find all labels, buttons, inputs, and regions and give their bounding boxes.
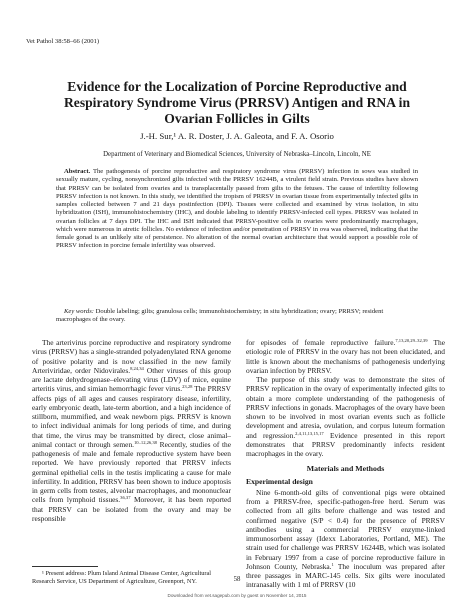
download-notice: Downloaded from vet.sagepub.com by guest on November 14, 2015 [167, 593, 307, 598]
footnote: ¹ Present address: Plum Island Animal Disease Center, Agricultural Research Service, US Department of Agriculture, Greenport, NY. [32, 570, 211, 585]
section-heading: Materials and Methods [306, 464, 385, 474]
body-column-right [246, 338, 445, 590]
subsection-heading: Experimental design [246, 476, 313, 486]
author-list: J.-H. Sur,¹ A. R. Doster, J. A. Galeota, and F. A. Osorio [140, 131, 334, 141]
article-title: Evidence for the Localization of Porcine Reproductive and Respiratory Syndrome Virus (PRRSV) Antigen and RNA in Ovarian Follicles in Gilts [63, 79, 411, 126]
intro-paragraph-2: The purpose of this study was to demonstrate the sites of PRRSV replication in the ovary of experimentally infected gilts to obtain a more complete understanding of the pathogenesis of PRRSV infections in gonads. Macrophages of the ovary have been shown to be involved in most ovarian events such as follicle development and atresia, ovulation, and corpus luteum formation and regression.$^{2,4,11,13,15,17}$ Evidence presented in this report demonstrates that PRRSV predominantly infects resident macrophages in the ovary. [246, 375, 445, 458]
keywords-text: Double labeling; gilts; granulosa cells; immunohistochemistry; in situ hybridization; ovary; PRRSV; resident macrophages of the ovary. [56, 308, 384, 324]
body-column-left [32, 338, 231, 523]
methods-paragraph-1: Nine 6-month-old gilts of conventional pigs were obtained from a PRRSV-free, specific-pathogen-free herd. Serum was collected from all gilts before challenge and was tested and confirmed negative (S/P < 0.4) for the presence of PRRSV antibodies using a commercial PRRSV enzyme-linked immunosorbent assay (Idexx Laboratories, Portland, ME). The strain used for challenge was PRRSV 16244B, which was isolated in February 1997 from a case of porcine reproductive failure in Johnson County, Nebraska.$^1$ The inoculum was prepared after three passages in MARC-145 cells. Six gilts were inoculated intranasally with 1 ml of PRRSV (10 [246, 487, 445, 590]
keywords [56, 308, 418, 325]
intro-paragraph-1-continued: for episodes of female reproductive failure.$^{7,13,20,29-32,39}$ The etiologic role of PRRSV in the ovary has not been elucidated, and little is known about the mechanisms of pathogenesis underlying ovarian infection by PRRSV. [246, 338, 445, 375]
footnote-divider [32, 566, 98, 567]
abstract-text: The pathogenesis of porcine reproductive and respiratory syndrome virus (PRRSV) infection in sows was studied in sexually mature, cycling, nonsynchronized gilts infected with the PRRSV 16244B, a virulent field strain. Previous studies have shown that PRRSV can be isolated from ovaries and is transplacentally passed from gilts to the fetuses. The cause of infertility following PRRSV infection is not known. In this study, we identified the tropism of PRRSV in ovarian tissue from experimentally infected gilts in samples collected between 7 and 21 days postinfection (DPI). Tissues were collected and examined by virus isolation, in situ hybridization (ISH), immunohistochemistry (IHC), and double labeling to identify PRRSV-infected cell types. PRRSV was isolated in ovarian follicles at 7 days DPI. The IHC and ISH indicated that PRRSV-positive cells in ovaries were predominantly macrophages, which were numerous in atretic follicles. No evidence of infection and/or penetration of PRRSV in ova was observed, indicating that the female gonad is an unlikely site of persistence. No alteration of the normal ovarian architecture that would support a possible role of PRRSV infection in porcine female infertility was observed. [56, 168, 418, 250]
affiliation: Department of Veterinary and Biomedical Sciences, University of Nebraska–Lincoln, Lincoln, NE [103, 151, 371, 158]
keywords-label: Key words: [64, 308, 94, 315]
journal-citation: Vet Pathol 38:58–66 (2001) [26, 38, 100, 45]
abstract [56, 168, 418, 251]
intro-paragraph-1: The arterivirus porcine reproductive and respiratory syndrome virus (PRRSV) has a single-stranded polyadenylated RNA genome of positive polarity and is now classified in the new family Arteriviridae, order Nidovirales.$^{8,24,34}$ Other viruses of this group are lactate dehydrogenase–elevating virus (LDV) of mice, equine arteritis virus, and simian hemorrhagic fever virus.$^{23,28}$ The PRRSV affects pigs of all ages and causes respiratory disease, infertility, early embryonic death, late-term abortion, and a high incidence of stillborn, mummified, and weak newborn pigs. PRRSV is known to infect individual animals for long periods of time, and during that time, the virus may be transmitted by direct, close animal–animal contact or through semen.$^{10-12,26,38}$ Recently, studies of the pathogenesis of male and female reproductive system have been reported. We have previously reported that PRRSV infects germinal epithelial cells in the testis implicating a cause for male infertility. In addition, PRRSV has been shown to induce apoptosis in germ cells from testes, alveolar macrophages, and mononuclear cells from lymphoid tissues.$^{36,37}$ Moreover, it has been reported that PRRSV can be isolated from the ovary and may be responsible [32, 338, 232, 523]
abstract-label: Abstract. [64, 168, 91, 175]
page-number: 58 [233, 576, 241, 583]
